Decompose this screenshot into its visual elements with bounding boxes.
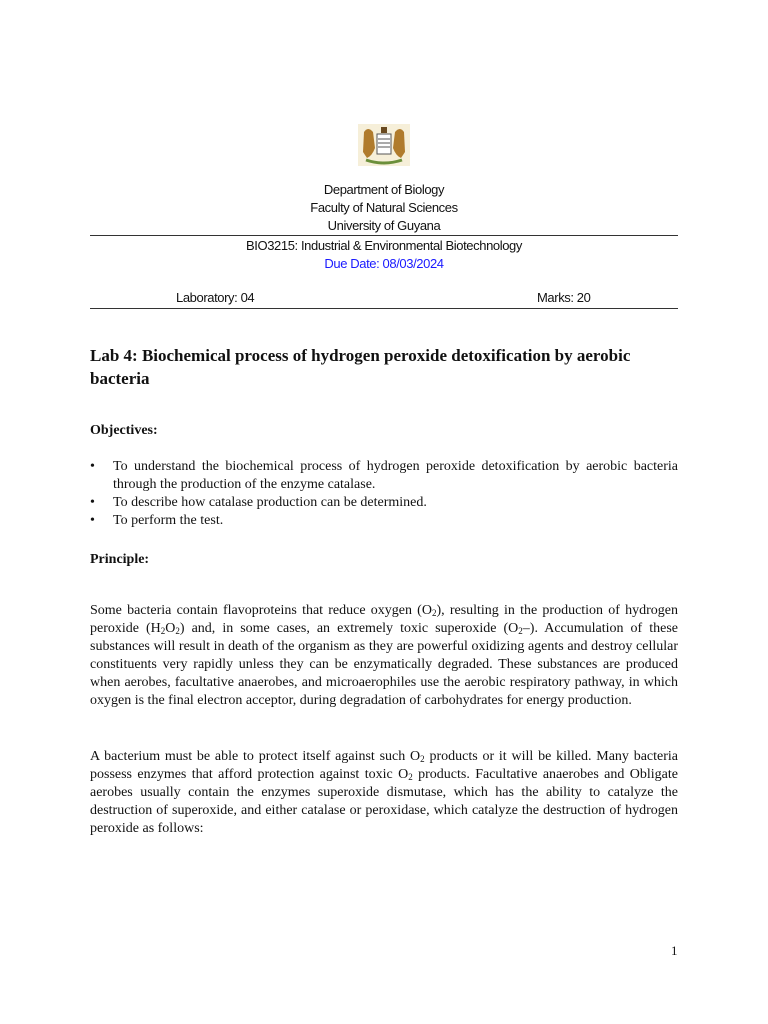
header-divider-top: [90, 235, 678, 236]
lab-title: Lab 4: Biochemical process of hydrogen peroxide detoxification by aerobic bacteria: [90, 346, 631, 388]
laboratory-number: Laboratory: 04: [176, 290, 255, 305]
principle-paragraph-2: [90, 748, 678, 838]
text-segment: –). Accumulation of these substances will result in death of the organism as they are powerful oxidizing agents and destroy cellular constituents very rapidly unless they can be enzymatically degraded. These substances are produced when aerobes, facultative anaerobes, and microaerophiles use the aerobic respiratory pathway, in which oxygen is the final electron acceptor, during degradation of carbohydrates for energy production.: [90, 621, 678, 708]
due-date: Due Date: 08/03/2024: [324, 256, 444, 271]
principle-paragraph-1: [90, 602, 678, 710]
university-crest-logo: [358, 124, 410, 166]
department-name: Department of Biology: [323, 182, 445, 197]
subscript: 2: [420, 754, 425, 764]
text-segment: ), resulting in the production of hydrogen peroxide (H: [90, 603, 678, 636]
text-segment: products. Facultative anaerobes and Obligate aerobes usually contain the enzymes superoxide dismutase, which has the ability to catalyze the destruction of superoxide, and either catalase or peroxidase, which catalyze the destruction of hydrogen peroxide as follows:: [90, 767, 678, 836]
subscript: 2: [431, 608, 437, 618]
principle-heading: Principle:: [90, 552, 150, 567]
subscript: 2: [160, 626, 166, 636]
text-segment: Some bacteria contain flavoproteins that reduce oxygen (O: [90, 603, 432, 618]
objective-item: • To perform the test.: [90, 512, 678, 530]
university-name: University of Guyana: [327, 218, 441, 233]
objectives-list: [90, 458, 678, 530]
objectives-heading: Objectives:: [90, 423, 158, 438]
objective-item: • To understand the biochemical process of hydrogen peroxide detoxification by aerobic bacteria through the production of the enzyme catalase.: [90, 458, 678, 494]
text-segment: A bacterium must be able to protect itself against such O: [90, 749, 421, 764]
subscript: 2: [175, 626, 180, 636]
objective-item: • To describe how catalase production can be determined.: [90, 494, 678, 512]
text-segment: ) and, in some cases, an extremely toxic superoxide (O: [179, 621, 519, 636]
subscript: 2: [518, 626, 523, 636]
header-divider-bottom: [90, 308, 678, 309]
subscript: 2: [408, 772, 413, 782]
text-segment: O: [165, 621, 176, 636]
text-segment: products or it will be killed. Many bacteria possess enzymes that afford protection against toxic O: [90, 749, 678, 782]
course-title: BIO3215: Industrial & Environmental Biotechnology: [246, 238, 522, 253]
faculty-name: Faculty of Natural Sciences: [310, 200, 458, 215]
marks: Marks: 20: [537, 290, 591, 305]
page-number: 1: [671, 943, 678, 958]
